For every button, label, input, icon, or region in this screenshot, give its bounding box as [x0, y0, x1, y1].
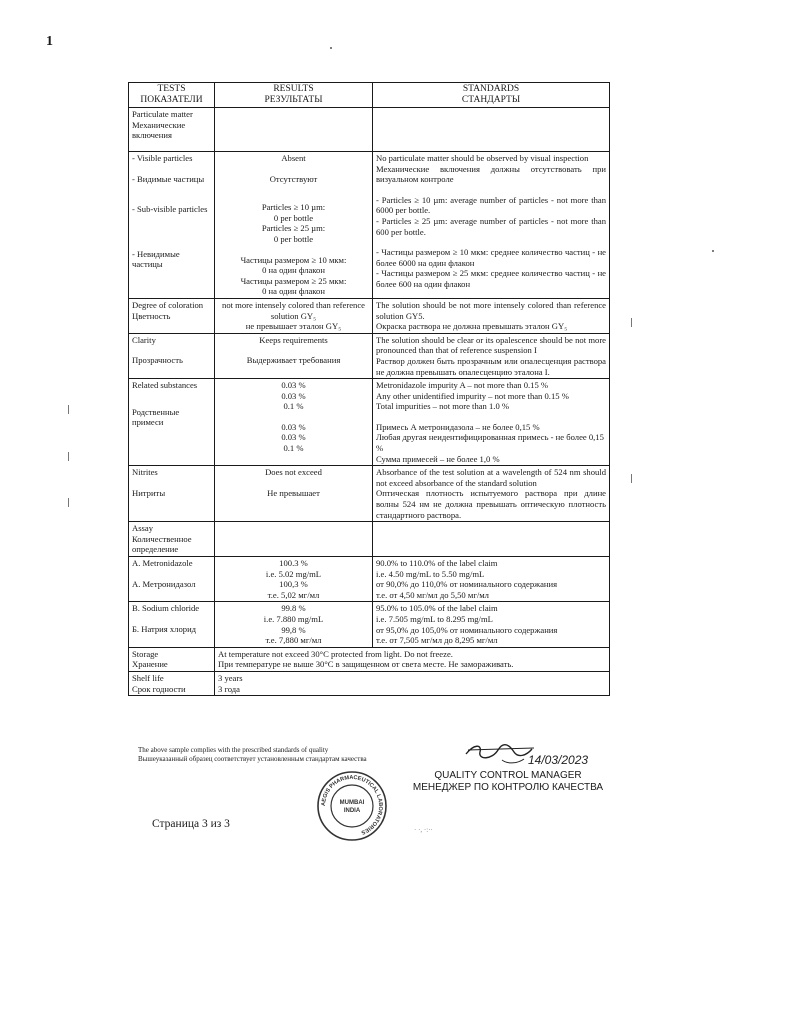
page-number: Страница 3 из 3: [152, 818, 230, 830]
sodium-chloride-test: B. Sodium chloride Б. Натрия хлорид: [129, 602, 215, 647]
related-substances-results: 0.03 % 0.03 % 0.1 % 0.03 % 0.03 % 0.1 %: [215, 379, 373, 466]
particulate-results: Absent Отсутствуют Particles ≥ 10 µm: 0 per bottle Particles ≥ 25 µm: 0 per bottle Частицы размером ≥ 10 мкм: 0 на один флакон Частицы размером ≥ 25 мкм: 0 на один флакон: [215, 152, 373, 299]
nitrites-test: Nitrites Нитриты: [129, 466, 215, 522]
metronidazole-row: [129, 557, 610, 602]
header-results: RESULTS РЕЗУЛЬТАТЫ: [215, 83, 373, 108]
nitrites-standard: Absorbance of the test solution at a wavelength of 524 nm should not exceed absorbance of the standard solution Оптическая плотность испытуемого раствора при длине волны 524 нм не должна превышать оптическую плотность стандартного раствора.: [373, 466, 610, 522]
coloration-standard: The solution should be not more intensely colored than reference solution GY5. Окраска раствора не должна превышать эталон GY₅: [373, 298, 610, 333]
sodium-chloride-result: 99.8 % i.e. 7.880 mg/mL 99,8 % т.е. 7,880 мг/мл: [215, 602, 373, 647]
assay-header-row: [129, 522, 610, 557]
sodium-chloride-row: [129, 602, 610, 647]
shelf-life-value: 3 years 3 года: [215, 671, 610, 695]
svg-text:INDIA: INDIA: [343, 808, 361, 814]
related-substances-test: Related substances Родственные примеси: [129, 379, 215, 466]
particulate-detail-row: [129, 152, 610, 299]
clarity-result: Keeps requirements Выдерживает требования: [215, 333, 373, 378]
coloration-result: not more intensely colored than reference solution GY₅ не превышает эталон GY₅: [215, 298, 373, 333]
storage-row: [129, 647, 610, 671]
assay-test: Assay Количественное определение: [129, 522, 215, 557]
related-substances-row: [129, 379, 610, 466]
metronidazole-result: 100.3 % i.e. 5.02 mg/mL 100,3 % т.е. 5,02 мг/мл: [215, 557, 373, 602]
shelf-life-row: [129, 671, 610, 695]
quality-control-manager: QUALITY CONTROL MANAGER МЕНЕДЖЕР ПО КОНТРОЛЮ КАЧЕСТВА: [412, 770, 604, 793]
compliance-note: The above sample complies with the prescribed standards of quality Вышеуказанный образец соответствует установленным стандартам качества: [138, 746, 367, 763]
shelf-life-test: Shelf life Срок годности: [129, 671, 215, 695]
clarity-test: Clarity Прозрачность: [129, 333, 215, 378]
metronidazole-test: A. Metronidazole А. Метронидазол: [129, 557, 215, 602]
signature: [462, 740, 612, 770]
scan-noise: · ·, ·:··: [414, 826, 433, 834]
scan-mark: [68, 405, 69, 414]
svg-text:AEGIS PHARMACEUTICAL LABORATOR: AEGIS PHARMACEUTICAL LABORATORIES: [320, 774, 384, 836]
company-stamp: [316, 770, 388, 842]
page-mark: 1: [46, 34, 53, 49]
clarity-standard: The solution should be clear or its opalescence should be not more pronounced than that of reference suspension I Раствор должен быть прозрачным или опалесценция раствора не должна превышать опалесценцию эталона I.: [373, 333, 610, 378]
particulate-tests: - Visible particles - Видимые частицы - Sub-visible particles - Невидимые частицы: [129, 152, 215, 299]
particulate-standards: No particulate matter should be observed by visual inspection Механические включения должны отсутствовать при визуальном контроле - Particles ≥ 10 µm: average number of particles - not more than 6000 per bottle. - Particles ≥ 25 µm: average number of particles - not more than 600 per bottle. - Частицы размером ≥ 10 мкм: среднее количество частиц - не более 6000 на один флакон - Частицы размером ≥ 25 мкм: среднее количество частиц - не более 600 на один флакон: [373, 152, 610, 299]
coloration-test: Degree of coloration Цветность: [129, 298, 215, 333]
clarity-row: [129, 333, 610, 378]
storage-test: Storage Хранение: [129, 647, 215, 671]
header-tests: TESTS ПОКАЗАТЕЛИ: [129, 83, 215, 108]
nitrites-result: Does not exceed Не превышает: [215, 466, 373, 522]
specification-table: [128, 82, 610, 696]
sodium-chloride-standard: 95.0% to 105.0% of the label claim i.e. 7.505 mg/mL to 8.295 mg/mL от 95,0% до 105,0% от номинального содержания т.е. от 7,505 мг/мл до 8,295 мг/мл: [373, 602, 610, 647]
scan-mark: [68, 498, 69, 507]
scan-mark: [631, 318, 632, 327]
table-header-row: [129, 83, 610, 108]
particulate-test: Particulate matter Механические включения: [129, 108, 215, 152]
storage-value: At temperature not exceed 30°C protected from light. Do not freeze. При температуре не выше 30°С в защищенном от света месте. Не замораживать.: [215, 647, 610, 671]
scan-speck: [330, 47, 332, 49]
related-substances-standards: Metronidazole impurity A – not more than 0.15 % Any other unidentified impurity – not more than 0.15 % Total impurities – not more than 1.0 % Примесь А метронидазола – не более 0,15 % Любая другая неидентифицированная примесь - не более 0,15 % Сумма примесей – не более 1,0 %: [373, 379, 610, 466]
header-standards: STANDARDS СТАНДАРТЫ: [373, 83, 610, 108]
coloration-row: [129, 298, 610, 333]
metronidazole-standard: 90.0% to 110.0% of the label claim i.e. 4.50 mg/mL to 5.50 mg/mL от 90,0% до 110,0% от номинального содержания т.е. от 4,50 мг/мл до 5,50 мг/мл: [373, 557, 610, 602]
nitrites-row: [129, 466, 610, 522]
particulate-header-row: [129, 108, 610, 152]
scan-mark: [68, 452, 69, 461]
scan-mark: [631, 474, 632, 483]
signature-date: 14/03/2023: [528, 753, 589, 767]
scan-speck: [712, 250, 714, 252]
svg-text:MUMBAI: MUMBAI: [339, 800, 365, 806]
